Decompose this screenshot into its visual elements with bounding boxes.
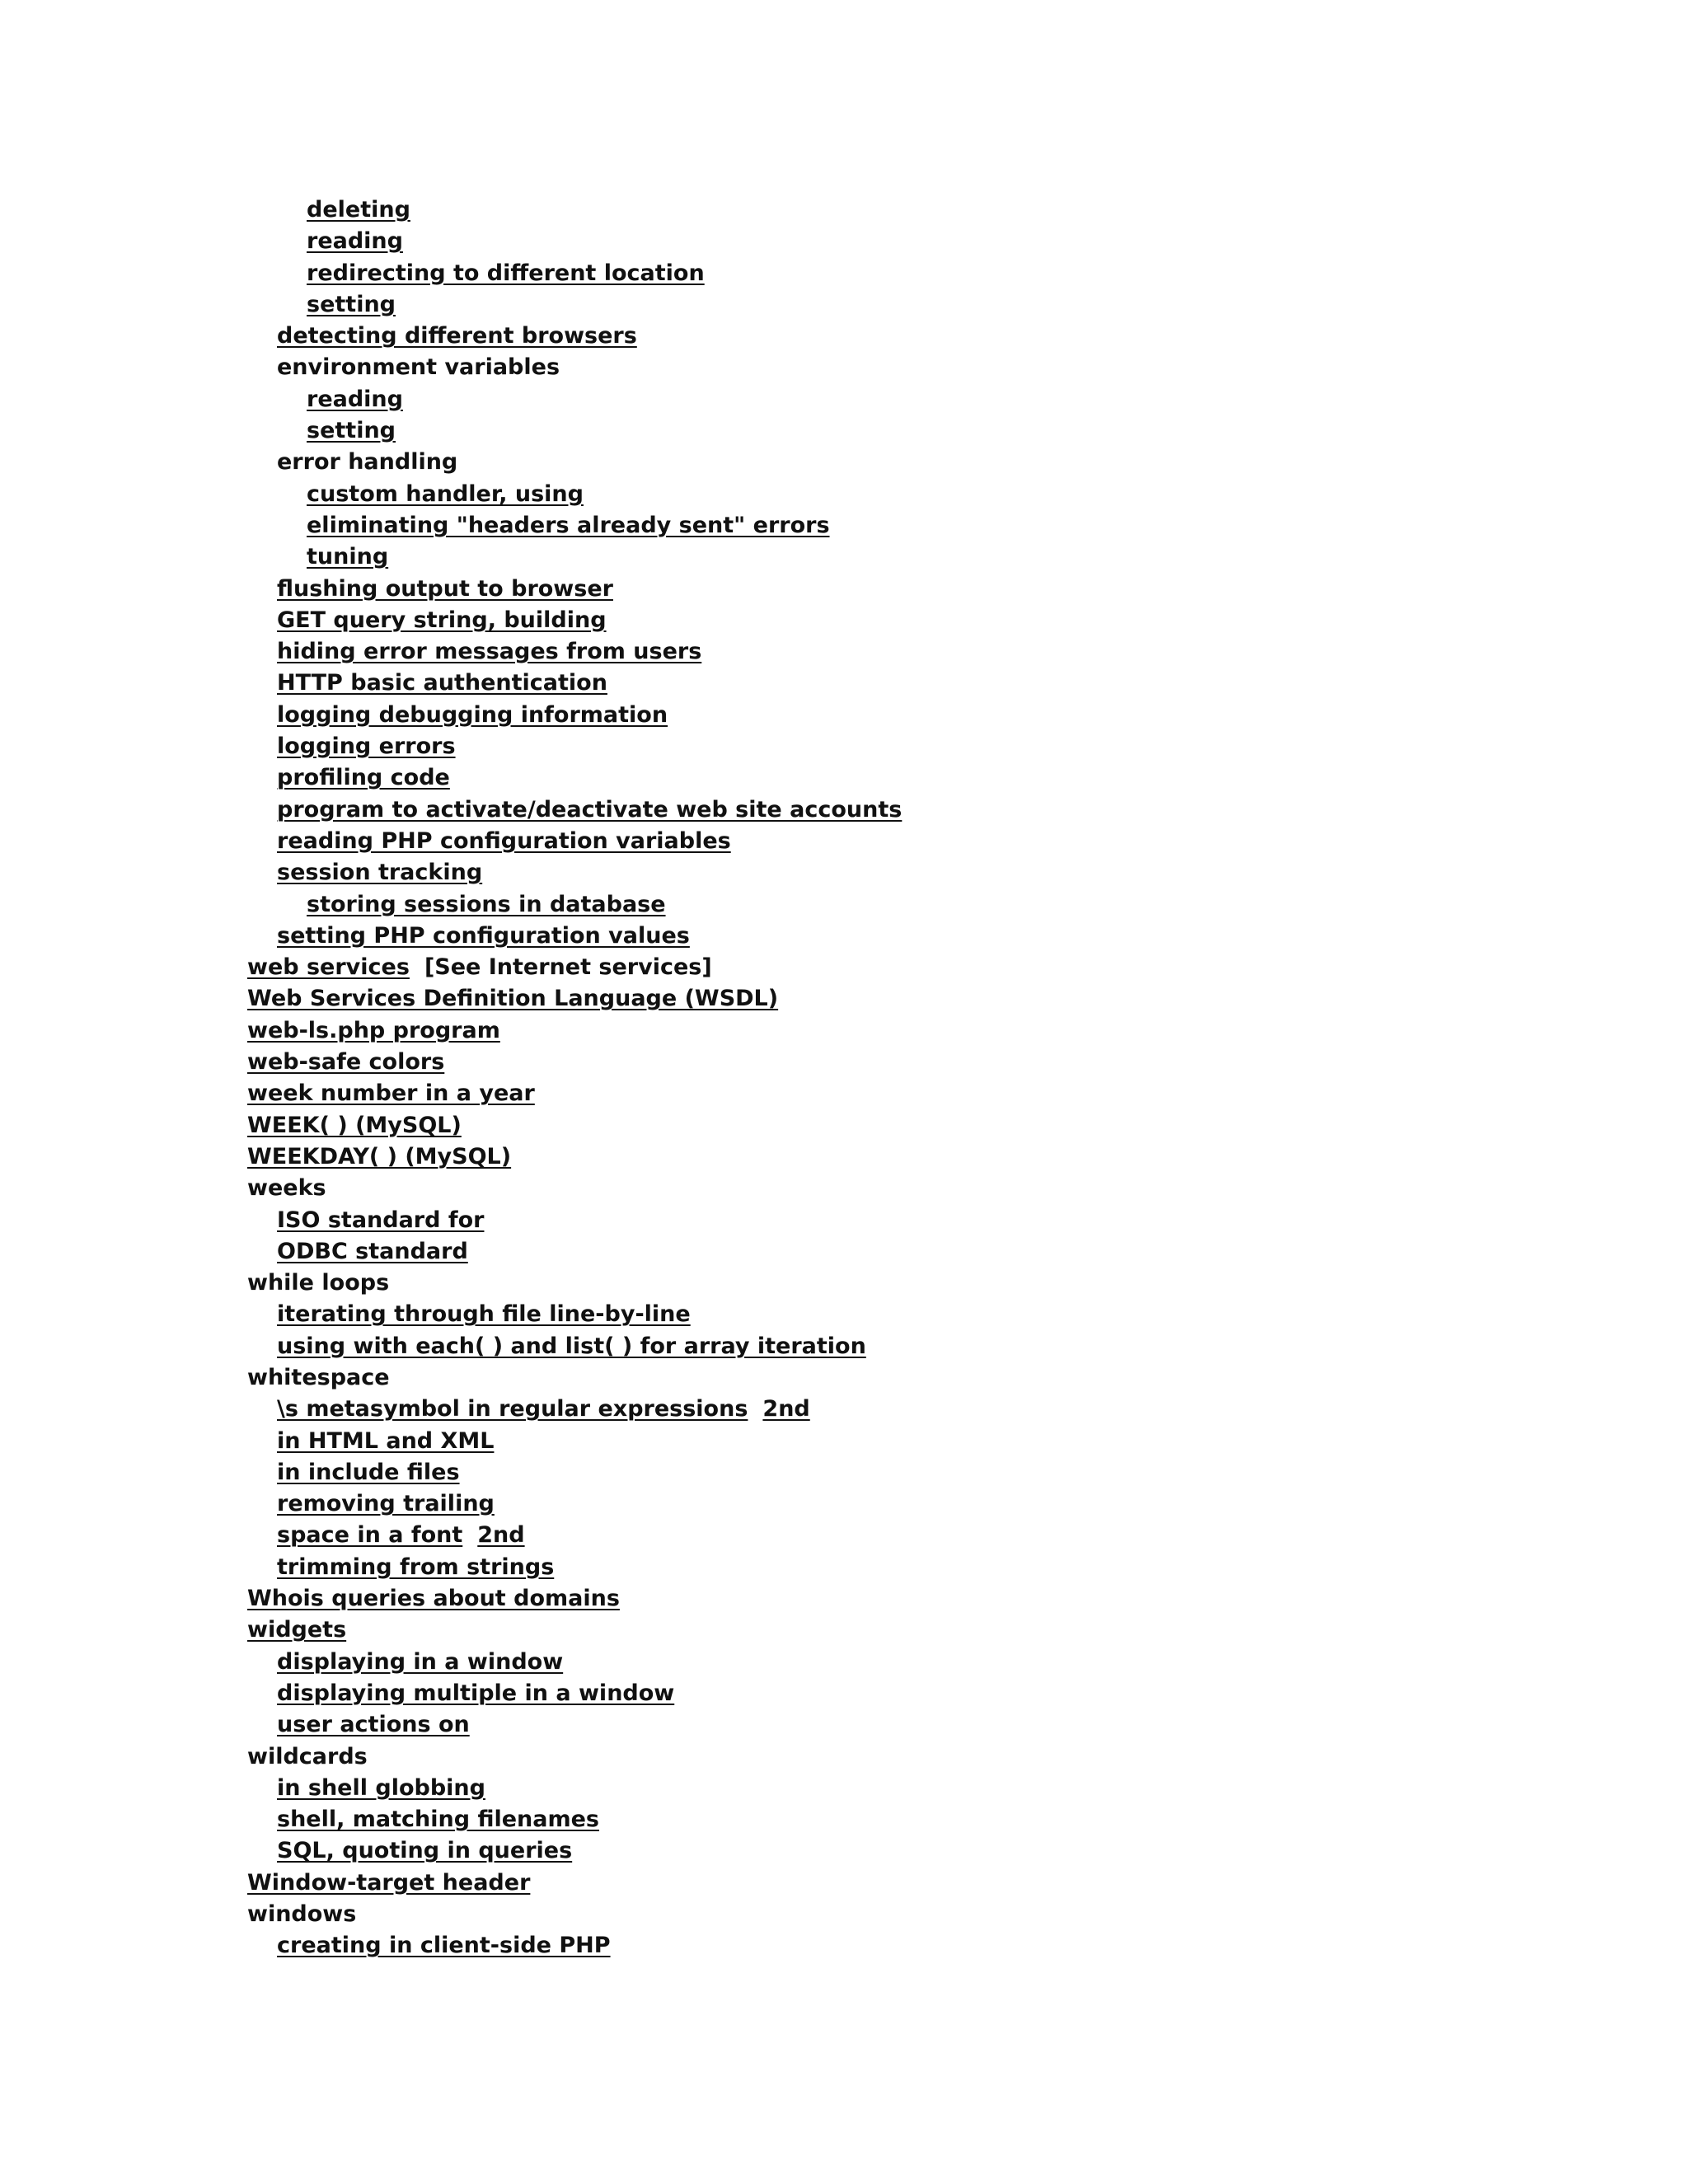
index-entry xyxy=(247,1457,902,1488)
index-link[interactable]: HTTP basic authentication xyxy=(277,670,607,696)
index-link[interactable]: shell, matching filenames xyxy=(277,1807,599,1833)
index-entry xyxy=(247,1678,902,1709)
index-entry xyxy=(247,1110,902,1141)
index-link[interactable]: Whois queries about domains xyxy=(247,1586,620,1612)
index-entry xyxy=(247,794,902,826)
index-link[interactable]: iterating through file line-by-line xyxy=(277,1301,691,1328)
index-link[interactable]: removing trailing xyxy=(277,1491,495,1517)
index-entry xyxy=(247,510,902,541)
index-link[interactable]: Window-target header xyxy=(247,1869,531,1896)
index-entry xyxy=(247,857,902,888)
index-entry xyxy=(247,1520,902,1551)
index-link[interactable]: custom handler, using xyxy=(307,480,584,507)
index-link[interactable]: web-safe colors xyxy=(247,1049,445,1076)
index-entry xyxy=(247,1552,902,1583)
index-link[interactable]: widgets xyxy=(247,1617,347,1643)
index-link[interactable]: profiling code xyxy=(277,765,450,791)
index-entry xyxy=(247,1299,902,1330)
secondary-reference-link[interactable]: 2nd xyxy=(477,1522,525,1549)
index-entry xyxy=(247,889,902,921)
index-entry xyxy=(247,1647,902,1678)
index-link[interactable]: Web Services Definition Language (WSDL) xyxy=(247,986,779,1012)
index-link[interactable]: logging errors xyxy=(277,733,456,760)
index-entry xyxy=(247,289,902,321)
index-entry xyxy=(247,574,902,605)
index-entry xyxy=(247,541,902,573)
index-entry xyxy=(247,826,902,857)
index-entry xyxy=(247,1362,902,1394)
index-entry xyxy=(247,1899,902,1930)
index-link[interactable]: reading PHP configuration variables xyxy=(277,827,731,854)
index-link[interactable]: setting xyxy=(307,291,396,317)
index-entry xyxy=(247,1141,902,1173)
index-entry xyxy=(247,636,902,668)
index-entry xyxy=(247,952,902,983)
index-entry xyxy=(247,1078,902,1109)
index-link[interactable]: logging debugging information xyxy=(277,701,668,728)
index-entry xyxy=(247,1804,902,1835)
index-entry xyxy=(247,1047,902,1078)
index-heading: wildcards xyxy=(247,1743,368,1769)
index-entry xyxy=(247,479,902,510)
index-link[interactable]: setting PHP configuration values xyxy=(277,922,690,949)
index-entry xyxy=(247,1205,902,1236)
index-entry xyxy=(247,731,902,762)
index-entry xyxy=(247,1615,902,1646)
index-link[interactable]: space in a font xyxy=(277,1522,463,1549)
index-entry xyxy=(247,1268,902,1299)
index-entry xyxy=(247,762,902,794)
index-entry xyxy=(247,194,902,226)
index-link[interactable]: session tracking xyxy=(277,860,483,886)
see-reference: [See Internet services] xyxy=(424,954,712,981)
index-link[interactable]: in include files xyxy=(277,1459,460,1485)
index-link[interactable]: user actions on xyxy=(277,1712,470,1738)
index-entry xyxy=(247,1709,902,1741)
index-link[interactable]: GET query string, building xyxy=(277,607,607,633)
index-heading: while loops xyxy=(247,1270,390,1296)
index-link[interactable]: displaying in a window xyxy=(277,1648,564,1675)
index-link[interactable]: tuning xyxy=(307,544,389,570)
index-entry xyxy=(247,1488,902,1520)
index-entry xyxy=(247,1773,902,1804)
index-entry xyxy=(247,1331,902,1362)
index-heading: whitespace xyxy=(247,1364,390,1390)
index-link[interactable]: web services xyxy=(247,954,410,981)
index-entry xyxy=(247,983,902,1015)
index-entry xyxy=(247,1426,902,1457)
index-entry-list xyxy=(247,194,902,1962)
index-entry xyxy=(247,1835,902,1867)
index-entry xyxy=(247,1741,902,1773)
index-link[interactable]: setting xyxy=(307,418,396,444)
index-entry xyxy=(247,384,902,415)
index-link[interactable]: flushing output to browser xyxy=(277,575,613,602)
index-entry xyxy=(247,352,902,383)
secondary-reference-link[interactable]: 2nd xyxy=(762,1396,810,1422)
index-entry xyxy=(247,700,902,731)
index-link[interactable]: creating in client-side PHP xyxy=(277,1933,611,1959)
index-entry xyxy=(247,415,902,447)
index-link[interactable]: web-ls.php program xyxy=(247,1017,500,1043)
index-entry xyxy=(247,1868,902,1899)
index-heading: error handling xyxy=(277,449,458,476)
index-heading: windows xyxy=(247,1901,357,1928)
index-entry xyxy=(247,1583,902,1615)
index-link[interactable]: in shell globbing xyxy=(277,1774,485,1801)
index-link[interactable]: redirecting to different location xyxy=(307,260,705,286)
index-entry xyxy=(247,1173,902,1204)
index-link[interactable]: trimming from strings xyxy=(277,1554,555,1580)
index-link[interactable]: deleting xyxy=(307,197,410,223)
index-link[interactable]: program to activate/deactivate web site accounts xyxy=(277,796,903,823)
index-link[interactable]: WEEKDAY( ) (MySQL) xyxy=(247,1143,512,1169)
index-link[interactable]: storing sessions in database xyxy=(307,891,666,917)
index-entry xyxy=(247,258,902,289)
index-link[interactable]: reading xyxy=(307,386,403,412)
index-link[interactable]: ODBC standard xyxy=(277,1238,468,1264)
index-link[interactable]: SQL, quoting in queries xyxy=(277,1838,573,1864)
index-link[interactable]: reading xyxy=(307,228,403,255)
index-entry xyxy=(247,1015,902,1047)
index-link[interactable]: \s metasymbol in regular expressions xyxy=(277,1396,748,1422)
index-link[interactable]: eliminating "headers already sent" errors xyxy=(307,512,830,538)
index-entry xyxy=(247,1236,902,1268)
index-link[interactable]: week number in a year xyxy=(247,1080,535,1107)
index-link[interactable]: detecting different browsers xyxy=(277,323,637,349)
index-link[interactable]: hiding error messages from users xyxy=(277,639,702,665)
index-link[interactable]: using with each( ) and list( ) for array iteration xyxy=(277,1333,866,1359)
index-entry xyxy=(247,447,902,478)
index-entry xyxy=(247,921,902,952)
index-entry xyxy=(247,605,902,636)
index-link[interactable]: WEEK( ) (MySQL) xyxy=(247,1112,462,1138)
index-entry xyxy=(247,1394,902,1425)
index-link[interactable]: displaying multiple in a window xyxy=(277,1680,675,1706)
index-heading: environment variables xyxy=(277,354,560,381)
index-entry xyxy=(247,226,902,257)
index-heading: weeks xyxy=(247,1175,326,1202)
index-link[interactable]: ISO standard for xyxy=(277,1207,485,1233)
index-entry xyxy=(247,321,902,352)
index-entry xyxy=(247,1930,902,1961)
index-link[interactable]: in HTML and XML xyxy=(277,1427,495,1454)
index-entry xyxy=(247,668,902,699)
